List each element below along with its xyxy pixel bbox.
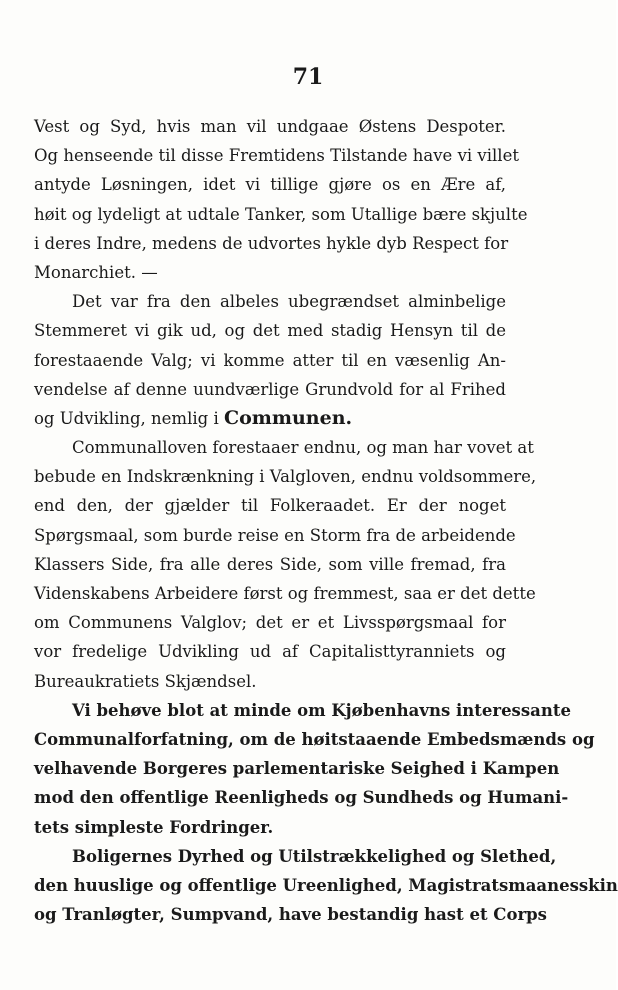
text-line: vor fredelige Udvikling ud af Capitalisttyranniets og — [34, 642, 506, 662]
text-line: Og henseende til disse Fremtidens Tilstande have vi villet — [34, 146, 519, 166]
text-line: bebude en Indskrænkning i Valgloven, endnu voldsommere, — [34, 467, 537, 487]
text-line: mod den offentlige Reenligheds og Sundheds og Humani- — [34, 788, 569, 808]
text-line: i deres Indre, medens de udvortes hykle dyb Respect for — [34, 233, 509, 253]
text-line: om Communens Valglov; det er et Livsspørgsmaal for — [34, 613, 506, 633]
text-line: Vi behøve blot at minde om Kjøbenhavns interessante — [72, 700, 571, 720]
text-line: Bureaukratiets Skjændsel. — [34, 671, 257, 691]
text-line: Det var fra den albeles ubegrændset alminbelige — [72, 292, 506, 312]
text-line: velhavende Borgeres parlementariske Seighed i Kampen — [34, 759, 560, 779]
text-line: antyde Løsningen, idet vi tillige gjøre os en Ære af, — [34, 175, 506, 195]
text-line: Klassers Side, fra alle deres Side, som ville fremad, fra — [34, 554, 506, 574]
page-number: 71 — [292, 64, 324, 90]
text-line: tets simpleste Fordringer. — [34, 817, 274, 837]
text-line: Monarchiet. — — [34, 262, 158, 282]
text-line: forestaaende Valg; vi komme atter til en væsenlig An- — [34, 350, 506, 370]
text-line: og Tranløgter, Sumpvand, have bestandig hast et Corps — [34, 905, 547, 925]
text-segment: og Udvikling, nemlig i — [34, 408, 219, 428]
text-line: Boligernes Dyrhed og Utilstrækkelighed og Slethed, — [72, 846, 557, 866]
text-line: høit og lydeligt at udtale Tanker, som Utallige bære skjulte — [34, 204, 528, 224]
text-line: Videnskabens Arbeidere først og fremmest, saa er det dette — [34, 584, 536, 603]
text-line: den huuslige og offentlige Ureenlighed, Magistratsmaanesskin — [34, 875, 618, 895]
body-text — [34, 112, 618, 929]
text-line: Stemmeret vi gik ud, og det med stadig Hensyn til de — [34, 321, 506, 341]
text-line: Vest og Syd, hvis man vil undgaae Østens Despoter. — [34, 117, 506, 136]
text-line: vendelse af denne uundværlige Grundvold for al Frihed — [34, 379, 506, 399]
text-line: Communalforfatning, om de høitstaaende Embedsmænds og — [34, 729, 595, 749]
text-line-with-emphasis — [34, 404, 506, 433]
text-line: Spørgsmaal, som burde reise en Storm fra de arbeidende — [34, 525, 516, 545]
text-line: Communalloven forestaaer endnu, og man har vovet at — [72, 438, 534, 458]
text-line: end den, der gjælder til Folkeraadet. Er der noget — [34, 496, 506, 516]
emphasized-heading: Communen. — [223, 406, 353, 429]
